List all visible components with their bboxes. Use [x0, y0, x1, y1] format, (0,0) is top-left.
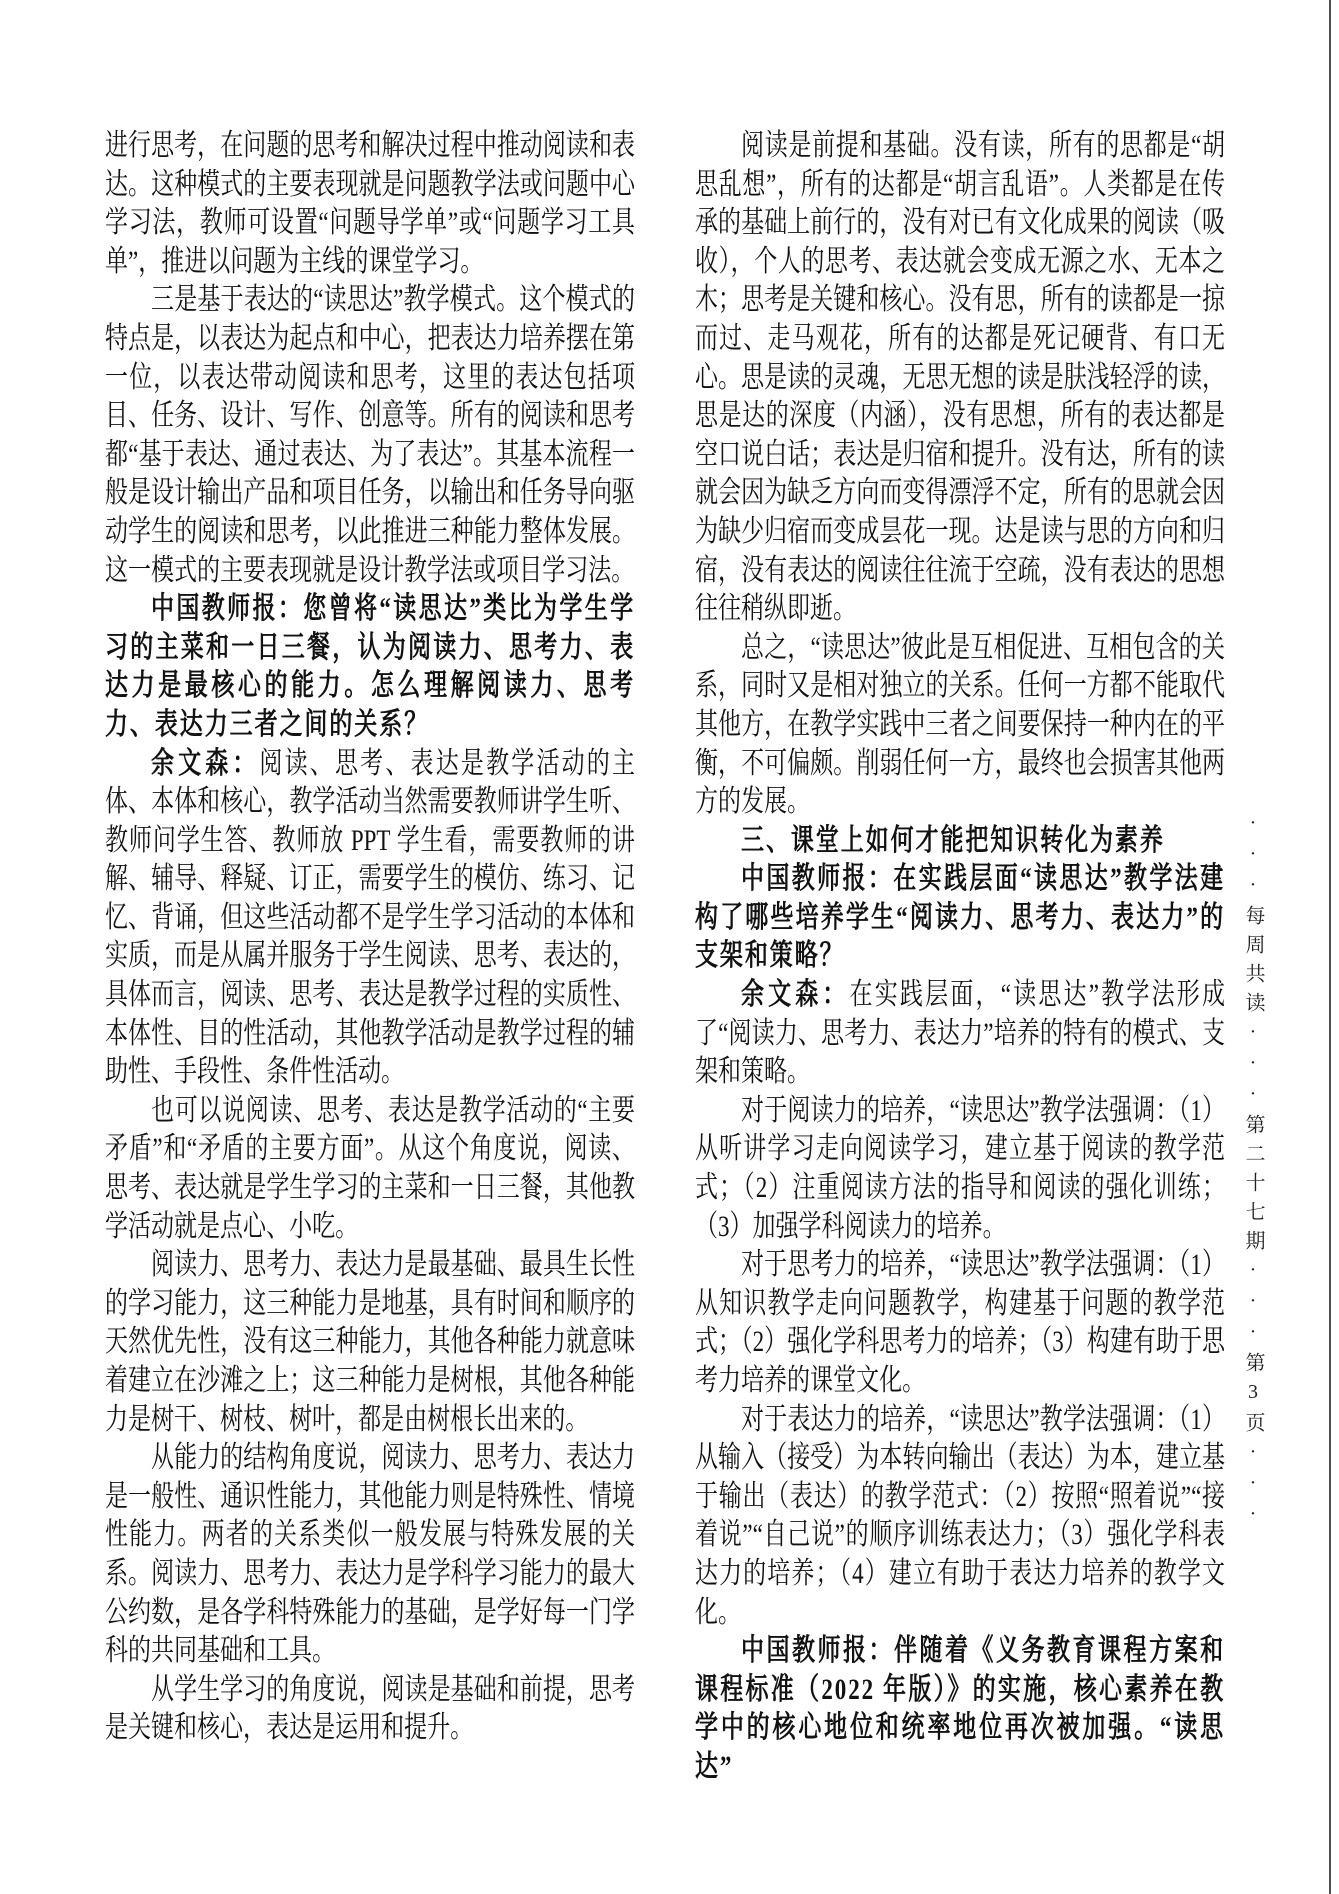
- sidebar-vertical-text: ···每周共读···第二十七期···第3页···: [1242, 812, 1264, 1534]
- interviewer-question: 中国教师报：您曾将“读思达”类比为学生学习的主菜和一日三餐，认为阅读力、思考力、表达力是最核心的能力。怎么理解阅读力、思考力、表达力三者之间的关系？: [105, 592, 635, 741]
- speaker-name: 余文森：: [151, 746, 260, 780]
- left-column: [105, 127, 635, 1748]
- interviewer-question: 中国教师报：伴随着《义务教育课程方案和课程标准（2022 年版）》的实施，核心素养在教学中的核心地位和统率地位再次被加强。“读思达”: [695, 1634, 1225, 1783]
- body-paragraph: 从学生学习的角度说，阅读是基础和前提，思考是关键和核心，表达是运用和提升。: [105, 1672, 635, 1745]
- section-heading: 三、课堂上如何才能把知识转化为素养: [741, 823, 1165, 857]
- interviewee-answer: 余文森：阅读、思考、表达是教学活动的主体、本体和核心，教学活动当然需要教师讲学生听、教师问学生答、教师放 PPT 学生看，需要教师的讲解、辅导、释疑、订正，需要学生的模仿、练习、记忆、背诵，但这些活动都不是学生学习活动的本体和实质，而是从属并服务于学生阅读、思考、表达的，具体而言，阅读、思考、表达是教学过程的实质性、本体性、目的性活动，其他教学活动是教学过程的辅助性、手段性、条件性活动。: [105, 746, 636, 1089]
- body-paragraph: 阅读力、思考力、表达力是最基础、最具生长性的学习能力，这三种能力是地基，具有时间和顺序的天然优先性，没有这三种能力，其他各种能力就意味着建立在沙滩之上；这三种能力是树根，其他各种能力是树干、树枝、树叶，都是由树根长出来的。: [105, 1248, 635, 1436]
- page-edge-rule: [1329, 0, 1331, 1894]
- body-paragraph: 从能力的结构角度说，阅读力、思考力、表达力是一般性、通识性能力，其他能力则是特殊性、情境性能力。两者的关系类似一般发展与特殊发展的关系。阅读力、思考力、表达力是学科学习能力的最大公约数，是各学科特殊能力的基础，是学好每一门学科的共同基础和工具。: [105, 1441, 635, 1668]
- body-paragraph: 对于阅读力的培养，“读思达”教学法强调：（1）从听讲学习走向阅读学习，建立基于阅读的教学范式；（2）注重阅读方法的指导和阅读的强化训练；（3）加强学科阅读力的培养。: [695, 1093, 1225, 1243]
- body-paragraph: 进行思考，在问题的思考和解决过程中推动阅读和表达。这种模式的主要表现就是问题教学法或问题中心学习法，教师可设置“问题导学单”或“问题学习工具单”，推进以问题为主线的课堂学习。: [105, 129, 635, 278]
- body-paragraph: 对于思考力的培养，“读思达”教学法强调：（1）从知识教学走向问题教学，构建基于问题的教学范式；（2）强化学科思考力的培养；（3）构建有助于思考力培养的课堂文化。: [695, 1248, 1225, 1397]
- body-paragraph: 总之，“读思达”彼此是互相促进、互相包含的关系，同时又是相对独立的关系。任何一方都不能取代其他方，在教学实践中三者之间要保持一种内在的平衡，不可偏颇。削弱任何一方，最终也会损害其他两方的发展。: [695, 630, 1225, 819]
- interviewee-answer: 余文森：在实践层面，“读思达”教学法形成了“阅读力、思考力、表达力”培养的特有的模式、支架和策略。: [695, 978, 1225, 1089]
- speaker-name: 余文森：: [741, 978, 850, 1012]
- body-paragraph: 对于表达力的培养，“读思达”教学法强调：（1）从输入（接受）为本转向输出（表达）为本，建立基于输出（表达）的教学范式：（2）按照“照着说”“接着说”“自己说”的顺序训练表达力；（3）强化学科表达力的培养；（4）建立有助于表达力培养的教学文化。: [695, 1402, 1225, 1629]
- body-paragraph: 也可以说阅读、思考、表达是教学活动的“主要矛盾”和“矛盾的主要方面”。从这个角度说，阅读、思考、表达就是学生学习的主菜和一日三餐，其他教学活动就是点心、小吃。: [105, 1093, 635, 1243]
- right-column: [695, 127, 1225, 1787]
- interviewer-question: 中国教师报：在实践层面“读思达”教学法建构了哪些培养学生“阅读力、思考力、表达力”的支架和策略？: [695, 862, 1225, 973]
- body-paragraph: 三是基于表达的“读思达”教学模式。这个模式的特点是，以表达为起点和中心，把表达力培养摆在第一位，以表达带动阅读和思考，这里的表达包括项目、任务、设计、写作、创意等。所有的阅读和思考都“基于表达、通过表达、为了表达”。其基本流程一般是设计输出产品和项目任务，以输出和任务导向驱动学生的阅读和思考，以此推进三种能力整体发展。这一模式的主要表现就是设计教学法或项目学习法。: [105, 283, 635, 587]
- body-paragraph: 阅读是前提和基础。没有读，所有的思都是“胡思乱想”，所有的达都是“胡言乱语”。人类都是在传承的基础上前行的，没有对已有文化成果的阅读（吸收），个人的思考、表达就会变成无源之水、无本之木；思考是关键和核心。没有思，所有的读都是一掠而过、走马观花，所有的达都是死记硬背、有口无心。思是读的灵魂，无思无想的读是肤浅轻浮的读，思是达的深度（内涵），没有思想，所有的表达都是空口说白话；表达是归宿和提升。没有达，所有的读就会因为缺乏方向而变得漂浮不定，所有的思就会因为缺少归宿而变成昙花一现。达是读与思的方向和归宿，没有表达的阅读往往流于空疏，没有表达的思想往往稍纵即逝。: [695, 129, 1225, 626]
